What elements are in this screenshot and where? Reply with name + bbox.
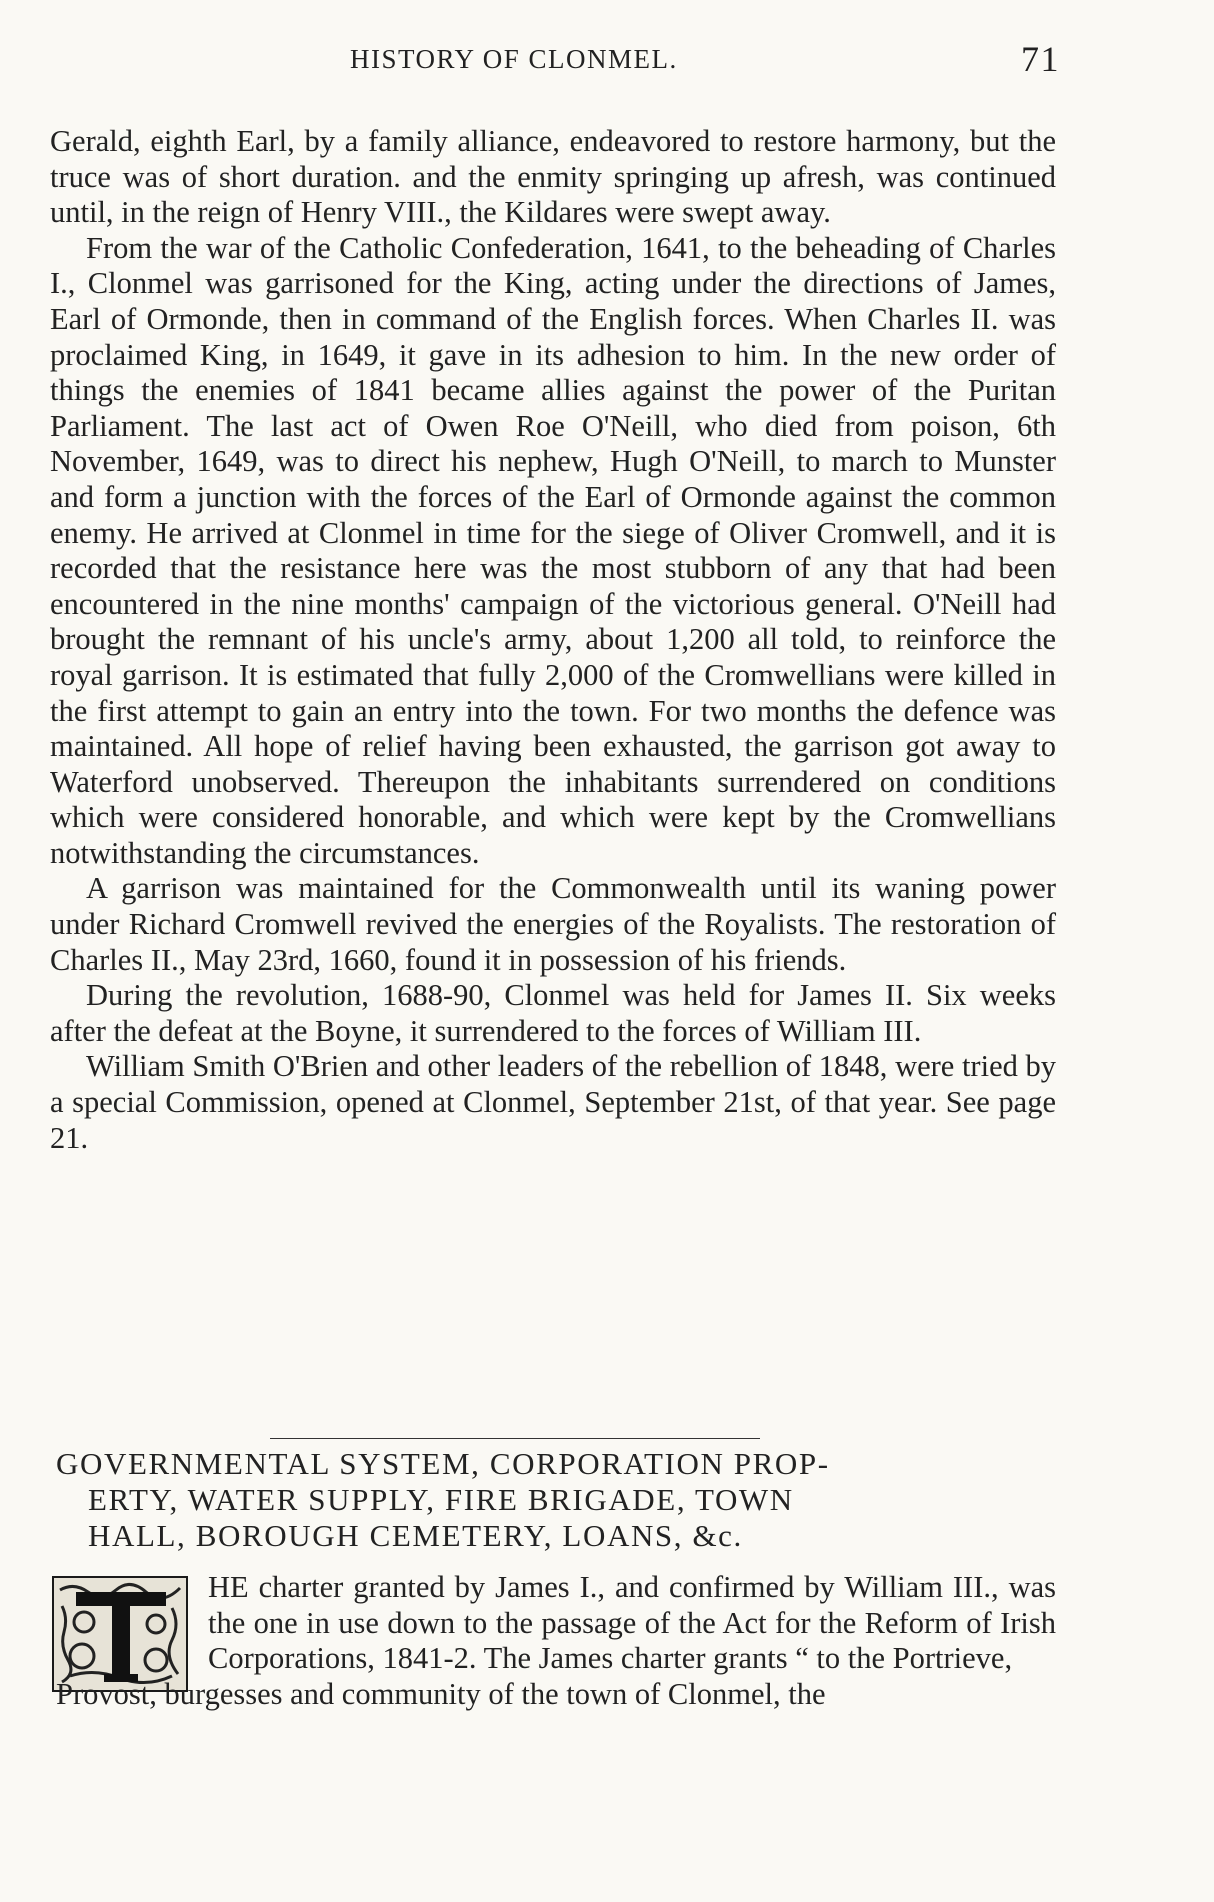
paragraph-commonwealth: A garrison was maintained for the Commonwealth until its waning power under Richard Cromwell revived the energies of the Royalists. The restoration of Charles II., May 23rd, 1660, found it in possession of his friends. bbox=[50, 871, 1056, 977]
paragraph-revolution: During the revolution, 1688-90, Clonmel was held for James II. Six weeks after the defeat at the Boyne, it surrendered to the forces of William III. bbox=[50, 978, 1056, 1048]
section-divider bbox=[270, 1438, 760, 1439]
section-heading-line-2: ERTY, WATER SUPPLY, FIRE BRIGADE, TOWN bbox=[88, 1482, 794, 1517]
running-head-title: HISTORY OF CLONMEL. bbox=[350, 44, 678, 74]
section-heading-line-3: HALL, BOROUGH CEMETERY, LOANS, &c. bbox=[88, 1518, 743, 1553]
page-number: 71 bbox=[1021, 39, 1060, 79]
paragraph-gerald: Gerald, eighth Earl, by a family alliance, endeavored to restore harmony, but the truce was of short duration. and the enmity springing up afresh, was continued until, in the reign of Henry VIII., the Kildares were swept away. bbox=[50, 124, 1056, 230]
section-heading-line-1: GOVERNMENTAL SYSTEM, CORPORATION PROP- bbox=[56, 1446, 830, 1481]
running-head bbox=[50, 39, 1060, 84]
body-text bbox=[50, 124, 1056, 1156]
chapter-opening bbox=[56, 1570, 1056, 1712]
section-heading bbox=[56, 1446, 1056, 1554]
opening-wrapped-text: HE charter granted by James I., and confirmed by William III., was the one in use down to the passage of the Act for the Reform of Irish Corporations, 1841-2. The James charter grants “ to the Portrieve, bbox=[208, 1570, 1056, 1676]
opening-full-width-text: Provost, burgesses and community of the town of Clonmel, the bbox=[56, 1676, 826, 1711]
paragraph-confederation: From the war of the Catholic Confederation, 1641, to the beheading of Charles I., Clonmel was garrisoned for the King, acting under the directions of James, Earl of Ormonde, then in command of the English forces. When Charles II. was proclaimed King, in 1649, it gave in its adhesion to him. In the new order of things the enemies of 1841 became allies against the power of the Puritan Parliament. The last act of Owen Roe O'Neill, who died from poison, 6th November, 1649, was to direct his nephew, Hugh O'Neill, to march to Munster and form a junction with the forces of the Earl of Ormonde against the common enemy. He arrived at Clonmel in time for the siege of Oliver Cromwell, and it is recorded that the resistance here was the most stubborn of any that had been encountered in the nine months' campaign of the victorious general. O'Neill had brought the remnant of his uncle's army, about 1,200 all told, to reinforce the royal garrison. It is estimated that fully 2,000 of the Cromwellians were killed in the first attempt to gain an entry into the town. For two months the defence was maintained. All hope of relief having been exhausted, the garrison got away to Waterford unobserved. Thereupon the inhabitants surrendered on conditions which were considered honorable, and which were kept by the Cromwellians notwithstanding the circumstances. bbox=[50, 230, 1056, 870]
paragraph-rebellion-1848: William Smith O'Brien and other leaders of the rebellion of 1848, were tried by a special Commission, opened at Clonmel, September 21st, of that year. See page 21. bbox=[50, 1049, 1056, 1155]
